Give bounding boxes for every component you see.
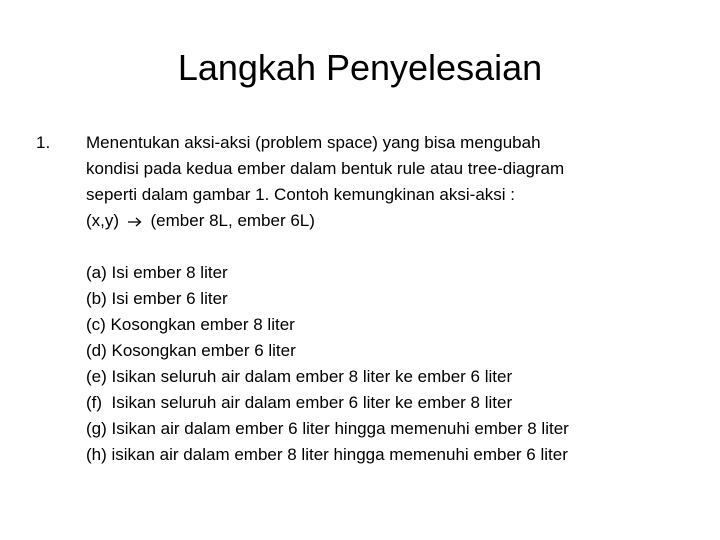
step-notation xyxy=(86,208,686,234)
action-item: (a) Isi ember 8 liter xyxy=(86,263,228,282)
slide-content xyxy=(36,130,686,468)
step-number: 1. xyxy=(36,133,51,152)
step-text-line: seperti dalam gambar 1. Contoh kemungkinan aksi-aksi : xyxy=(86,185,515,204)
step-item xyxy=(36,130,686,468)
right-arrow-icon xyxy=(128,208,142,234)
action-item: (b) Isi ember 6 liter xyxy=(86,289,228,308)
step-text-line: kondisi pada kedua ember dalam bentuk rule atau tree-diagram xyxy=(86,159,565,178)
action-item: (g) Isikan air dalam ember 6 liter hingga memenuhi ember 8 liter xyxy=(86,419,569,438)
step-body xyxy=(86,130,686,468)
action-item: (d) Kosongkan ember 6 liter xyxy=(86,341,296,360)
notation-left: (x,y) xyxy=(86,211,120,230)
action-item: (c) Kosongkan ember 8 liter xyxy=(86,315,295,334)
notation-right: (ember 8L, ember 6L) xyxy=(150,211,315,230)
action-item: (h) isikan air dalam ember 8 liter hingga memenuhi ember 6 liter xyxy=(86,445,568,464)
slide-title: Langkah Penyelesaian xyxy=(177,47,543,88)
action-item: (f) Isikan seluruh air dalam ember 6 liter ke ember 8 liter xyxy=(86,393,513,412)
action-item: (e) Isikan seluruh air dalam ember 8 liter ke ember 6 liter xyxy=(86,367,513,386)
step-text-line: Menentukan aksi-aksi (problem space) yang bisa mengubah xyxy=(86,133,541,152)
action-list xyxy=(86,260,686,468)
